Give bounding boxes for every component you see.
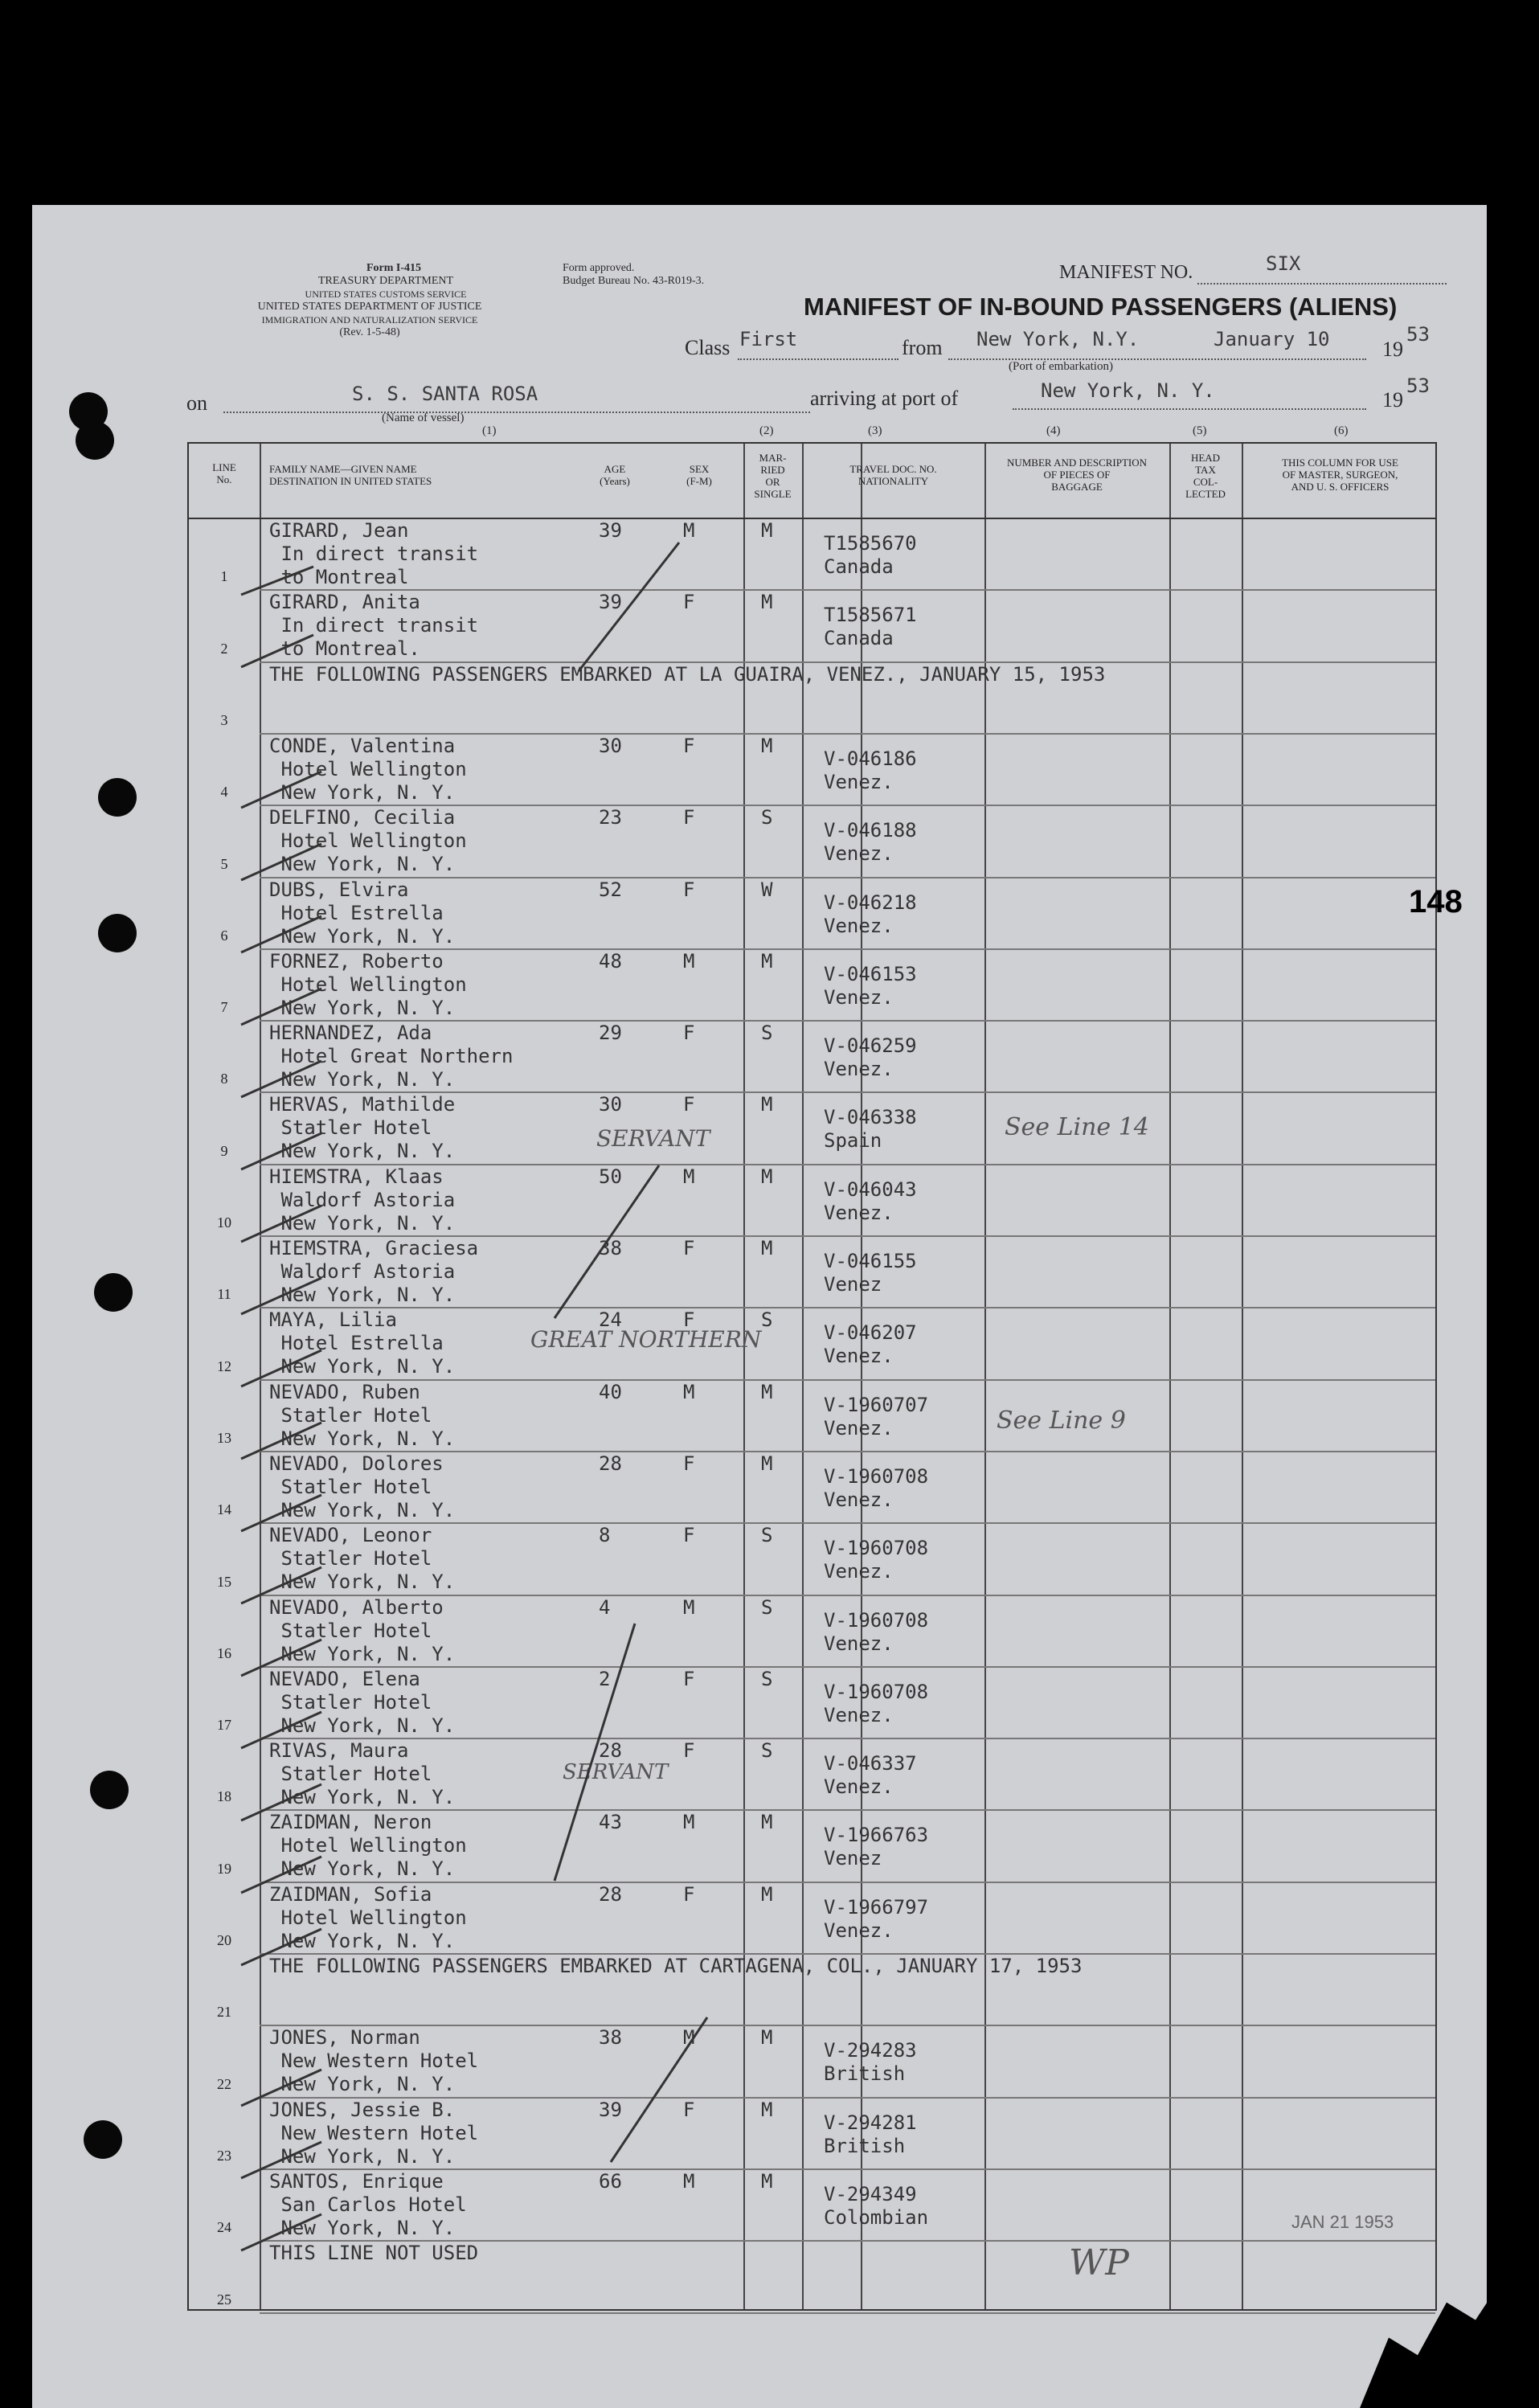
col-number-3: (3) xyxy=(868,424,882,437)
passenger-sex: F xyxy=(683,1739,695,1763)
travel-doc-nationality: V-046043 Venez. xyxy=(824,1177,917,1224)
line-number: 6 xyxy=(220,927,228,944)
passenger-sex: M xyxy=(683,2026,695,2050)
passenger-sex: F xyxy=(683,2098,695,2121)
travel-doc-nationality: V-294283 British xyxy=(824,2039,917,2086)
passenger-name-destination: HIEMSTRA, Graciesa Waldorf Astoria New York, N. Y. xyxy=(269,1237,479,1306)
travel-doc-nationality: T1585670 Canada xyxy=(824,532,917,578)
passenger-marital-status: M xyxy=(761,2169,773,2193)
travel-doc-nationality: V-046188 Venez. xyxy=(824,819,917,866)
passenger-age: 48 xyxy=(599,949,622,973)
passenger-sex: M xyxy=(683,949,695,973)
passenger-marital-status: M xyxy=(761,591,773,614)
passenger-name-destination: HERNANDEZ, Ada Hotel Great Northern New York, N. Y. xyxy=(269,1022,514,1091)
passenger-age: 8 xyxy=(599,1524,611,1547)
col-number-5: (5) xyxy=(1193,424,1207,437)
passenger-age: 40 xyxy=(599,1380,622,1403)
passenger-sex: M xyxy=(683,1811,695,1834)
travel-doc-nationality: V-294281 British xyxy=(824,2111,917,2157)
line-number: 10 xyxy=(217,1214,231,1231)
customs-service: UNITED STATES CUSTOMS SERVICE xyxy=(305,289,467,300)
line-number: 9 xyxy=(220,1142,228,1159)
passenger-marital-status: S xyxy=(761,1739,773,1763)
passenger-sex: F xyxy=(683,1237,695,1259)
col-header-name: FAMILY NAME—GIVEN NAME DESTINATION IN UNITED STATES xyxy=(269,463,432,487)
line-number: 14 xyxy=(217,1501,231,1518)
passenger-age: 29 xyxy=(599,1022,622,1045)
travel-doc-nationality: V-046338 Spain xyxy=(824,1106,917,1153)
line-number: 1 xyxy=(220,568,228,585)
passenger-age: 30 xyxy=(599,734,622,757)
passenger-marital-status: S xyxy=(761,1022,773,1045)
justice-dept: UNITED STATES DEPARTMENT OF JUSTICE xyxy=(257,301,482,313)
passenger-marital-status: M xyxy=(761,1452,773,1475)
passenger-age: 66 xyxy=(599,2169,622,2193)
travel-doc-nationality: V-1966797 Venez. xyxy=(824,1895,929,1942)
passenger-name-destination: SANTOS, Enrique San Carlos Hotel New York, N. Y. xyxy=(269,2169,467,2239)
budget-bureau: Budget Bureau No. 43-R019-3. xyxy=(563,275,705,287)
line-number: 11 xyxy=(217,1286,231,1303)
treasury-dept: TREASURY DEPARTMENT xyxy=(317,275,454,287)
col-header-baggage: NUMBER AND DESCRIPTION OF PIECES OF BAGGAGE xyxy=(1006,457,1148,493)
travel-doc-nationality: V-046218 Venez. xyxy=(824,891,917,937)
line-number: 4 xyxy=(220,784,228,801)
passenger-age: 28 xyxy=(599,1882,622,1906)
form-approved: Form approved. xyxy=(563,262,635,274)
line-number: 7 xyxy=(220,999,228,1016)
passenger-marital-status: M xyxy=(761,2026,773,2050)
class-label: Class xyxy=(685,336,731,359)
passenger-name-destination: THIS LINE NOT USED xyxy=(269,2242,479,2265)
passenger-name-destination: ZAIDMAN, Sofia Hotel Wellington New York, N. Y. xyxy=(269,1882,467,1952)
passenger-name-destination: HERVAS, Mathilde Statler Hotel New York, N. Y. xyxy=(269,1093,456,1163)
passenger-name-destination: FORNEZ, Roberto Hotel Wellington New York, N. Y. xyxy=(269,949,467,1019)
passenger-marital-status: S xyxy=(761,1524,773,1547)
line-number: 3 xyxy=(220,711,228,728)
passenger-age: 50 xyxy=(599,1165,622,1188)
line-number: 25 xyxy=(217,2291,231,2308)
passenger-marital-status: S xyxy=(761,1667,773,1690)
passenger-name-destination: GIRARD, Jean In direct transit to Montreal xyxy=(269,519,479,588)
line-number: 2 xyxy=(220,640,228,657)
travel-doc-nationality: V-046153 Venez. xyxy=(824,962,917,1009)
passenger-marital-status: M xyxy=(761,734,773,757)
ins-service: IMMIGRATION AND NATURALIZATION SERVICE xyxy=(261,314,478,326)
passenger-marital-status: M xyxy=(761,1237,773,1259)
passenger-name-destination: MAYA, Lilia Hotel Estrella New York, N. Y. xyxy=(269,1308,456,1378)
passenger-age: 2 xyxy=(599,1667,611,1690)
vessel-name: S. S. SANTA ROSA xyxy=(352,383,538,405)
passenger-sex: M xyxy=(683,1380,695,1403)
line-number: 22 xyxy=(217,2075,231,2092)
line-number: 17 xyxy=(217,1717,231,1734)
passenger-sex: F xyxy=(683,1667,695,1690)
passenger-age: 24 xyxy=(599,1308,622,1332)
passenger-age: 43 xyxy=(599,1811,622,1834)
passenger-sex: M xyxy=(683,519,695,542)
travel-doc-nationality: V-1960708 Venez. xyxy=(824,1608,929,1655)
passenger-marital-status: S xyxy=(761,806,773,829)
arriving-label: arriving at port of xyxy=(810,387,959,410)
passenger-age: 30 xyxy=(599,1093,622,1116)
line-number: 21 xyxy=(217,2004,231,2021)
passenger-age: 39 xyxy=(599,591,622,614)
col-header-sex: SEX (F-M) xyxy=(686,463,712,487)
passenger-name-destination: THE FOLLOWING PASSENGERS EMBARKED AT LA GUAIRA, VENEZ., JANUARY 15, 1953 xyxy=(269,662,1106,686)
travel-doc-nationality: V-046186 Venez. xyxy=(824,747,917,793)
page-number: 148 xyxy=(1409,884,1463,919)
passenger-age: 28 xyxy=(599,1739,622,1763)
passenger-marital-status: M xyxy=(761,1882,773,1906)
passenger-marital-status: M xyxy=(761,1380,773,1403)
passenger-marital-status: S xyxy=(761,1308,773,1332)
passenger-sex: M xyxy=(683,1595,695,1619)
passenger-name-destination: HIEMSTRA, Klaas Waldorf Astoria New York, N. Y. xyxy=(269,1165,456,1235)
passenger-age: 38 xyxy=(599,1237,622,1259)
travel-doc-nationality: T1585671 Canada xyxy=(824,604,917,650)
passenger-name-destination: DELFINO, Cecilia Hotel Wellington New York, N. Y. xyxy=(269,806,467,876)
embark-date: January 10 xyxy=(1214,328,1330,350)
form-number: Form I-415 xyxy=(366,262,422,274)
port-of-arrival: New York, N. Y. xyxy=(1041,379,1215,402)
port-caption: (Port of embarkation) xyxy=(1009,360,1113,373)
passenger-marital-status: W xyxy=(761,878,773,901)
passenger-marital-status: M xyxy=(761,1093,773,1116)
manifest-no-label: MANIFEST NO. xyxy=(1059,262,1193,283)
handwritten-servant: SERVANT xyxy=(563,1760,669,1784)
passenger-age: 4 xyxy=(599,1595,611,1619)
travel-doc-nationality: V-294349 Colombian xyxy=(824,2182,929,2229)
passenger-sex: F xyxy=(683,1452,695,1475)
travel-doc-nationality: V-1960708 Venez. xyxy=(824,1537,929,1583)
manifest-no-value: SIX xyxy=(1266,252,1301,275)
passenger-marital-status: M xyxy=(761,949,773,973)
year-value: 53 xyxy=(1406,323,1430,346)
line-number: 16 xyxy=(217,1644,231,1661)
handwritten-see-line-9: See Line 9 xyxy=(997,1407,1126,1435)
line-number: 19 xyxy=(217,1860,231,1877)
vessel-caption: (Name of vessel) xyxy=(382,412,465,424)
passenger-age: 52 xyxy=(599,878,622,901)
revision: (Rev. 1-5-48) xyxy=(339,326,400,338)
travel-doc-nationality: V-1966763 Venez xyxy=(824,1824,929,1870)
passenger-marital-status: M xyxy=(761,519,773,542)
class-value: First xyxy=(739,328,798,350)
passenger-sex: M xyxy=(683,2169,695,2193)
travel-doc-nationality: V-046259 Venez. xyxy=(824,1034,917,1081)
passenger-name-destination: DUBS, Elvira Hotel Estrella New York, N. Y. xyxy=(269,878,456,948)
col-header-married: MAR- RIED OR SINGLE xyxy=(754,452,792,500)
passenger-sex: F xyxy=(683,1524,695,1547)
col-number-1: (1) xyxy=(482,424,497,437)
passenger-name-destination: RIVAS, Maura Statler Hotel New York, N. Y. xyxy=(269,1739,456,1809)
travel-doc-nationality: V-046207 Venez. xyxy=(824,1321,917,1368)
year-prefix: 19 xyxy=(1382,338,1403,361)
from-label: from xyxy=(902,336,943,359)
col-header-doc: TRAVEL DOC. NO. NATIONALITY xyxy=(849,463,937,487)
passenger-age: 23 xyxy=(599,806,622,829)
passenger-sex: F xyxy=(683,1093,695,1116)
passenger-age: 39 xyxy=(599,2098,622,2121)
passenger-marital-status: M xyxy=(761,1811,773,1834)
passenger-sex: F xyxy=(683,806,695,829)
passenger-sex: F xyxy=(683,1308,695,1332)
passenger-name-destination: THE FOLLOWING PASSENGERS EMBARKED AT CARTAGENA, COL., JANUARY 17, 1953 xyxy=(269,1955,1083,1977)
passenger-sex: M xyxy=(683,1165,695,1188)
col-header-line: LINE No. xyxy=(212,461,236,485)
passenger-name-destination: NEVADO, Alberto Statler Hotel New York, N. Y. xyxy=(269,1595,456,1665)
passenger-name-destination: JONES, Jessie B. New Western Hotel New York, N. Y. xyxy=(269,2098,479,2168)
travel-doc-nationality: V-1960707 Venez. xyxy=(824,1393,929,1439)
passenger-age: 38 xyxy=(599,2026,622,2050)
passenger-marital-status: M xyxy=(761,2098,773,2121)
passenger-name-destination: JONES, Norman New Western Hotel New York, N. Y. xyxy=(269,2026,479,2096)
travel-doc-nationality: V-1960708 Venez. xyxy=(824,1680,929,1726)
year2-prefix: 19 xyxy=(1382,388,1403,412)
passenger-sex: F xyxy=(683,1022,695,1045)
line-number: 23 xyxy=(217,2147,231,2164)
col-number-2: (2) xyxy=(759,424,774,437)
col-header-officers: THIS COLUMN FOR USE OF MASTER, SURGEON, AND U. S. OFFICERS xyxy=(1282,457,1398,493)
line-number: 12 xyxy=(217,1358,231,1374)
passenger-sex: F xyxy=(683,734,695,757)
passenger-name-destination: ZAIDMAN, Neron Hotel Wellington New York, N. Y. xyxy=(269,1811,467,1881)
passenger-name-destination: NEVADO, Leonor Statler Hotel New York, N. Y. xyxy=(269,1524,456,1594)
line-number: 15 xyxy=(217,1573,231,1590)
col-number-6: (6) xyxy=(1334,424,1349,437)
line-number: 8 xyxy=(220,1071,228,1087)
handwritten-initials: WP xyxy=(1069,2242,1129,2283)
line-number: 20 xyxy=(217,1932,231,1948)
handwritten-see-line-14: See Line 14 xyxy=(1005,1113,1149,1141)
port-of-embarkation: New York, N.Y. xyxy=(976,328,1140,350)
passenger-name-destination: NEVADO, Ruben Statler Hotel New York, N. Y. xyxy=(269,1380,456,1450)
year2-value: 53 xyxy=(1406,375,1430,397)
passenger-marital-status: S xyxy=(761,1595,773,1619)
travel-doc-nationality: V-046337 Venez. xyxy=(824,1752,917,1799)
line-number: 18 xyxy=(217,1788,231,1805)
passenger-marital-status: M xyxy=(761,1165,773,1188)
travel-doc-nationality: V-1960708 Venez. xyxy=(824,1464,929,1511)
handwritten-servant: SERVANT xyxy=(596,1125,710,1152)
check-mark-strokes xyxy=(241,543,707,2250)
line-number: 13 xyxy=(217,1429,231,1446)
passenger-name-destination: CONDE, Valentina Hotel Wellington New York, N. Y. xyxy=(269,734,467,804)
passenger-sex: F xyxy=(683,591,695,614)
line-number: 24 xyxy=(217,2219,231,2236)
passenger-name-destination: NEVADO, Dolores Statler Hotel New York, N. Y. xyxy=(269,1452,456,1521)
passenger-sex: F xyxy=(683,1882,695,1906)
travel-doc-nationality: V-046155 Venez xyxy=(824,1250,917,1296)
passenger-name-destination: NEVADO, Elena Statler Hotel New York, N. Y. xyxy=(269,1667,456,1737)
on-label: on xyxy=(186,391,207,415)
passenger-age: 39 xyxy=(599,519,622,542)
passenger-age: 28 xyxy=(599,1452,622,1475)
page-title: MANIFEST OF IN-BOUND PASSENGERS (ALIENS) xyxy=(804,293,1398,321)
passenger-name-destination: GIRARD, Anita In direct transit to Montreal. xyxy=(269,591,479,661)
col-header-tax: HEAD TAX COL- LECTED xyxy=(1185,452,1226,500)
handwritten-great-northern: GREAT NORTHERN xyxy=(530,1326,762,1353)
line-number: 5 xyxy=(220,855,228,872)
col-header-age: AGE (Years) xyxy=(600,463,630,487)
receipt-stamp: JAN 21 1953 xyxy=(1291,2212,1394,2232)
col-number-4: (4) xyxy=(1046,424,1061,437)
passenger-sex: F xyxy=(683,878,695,901)
